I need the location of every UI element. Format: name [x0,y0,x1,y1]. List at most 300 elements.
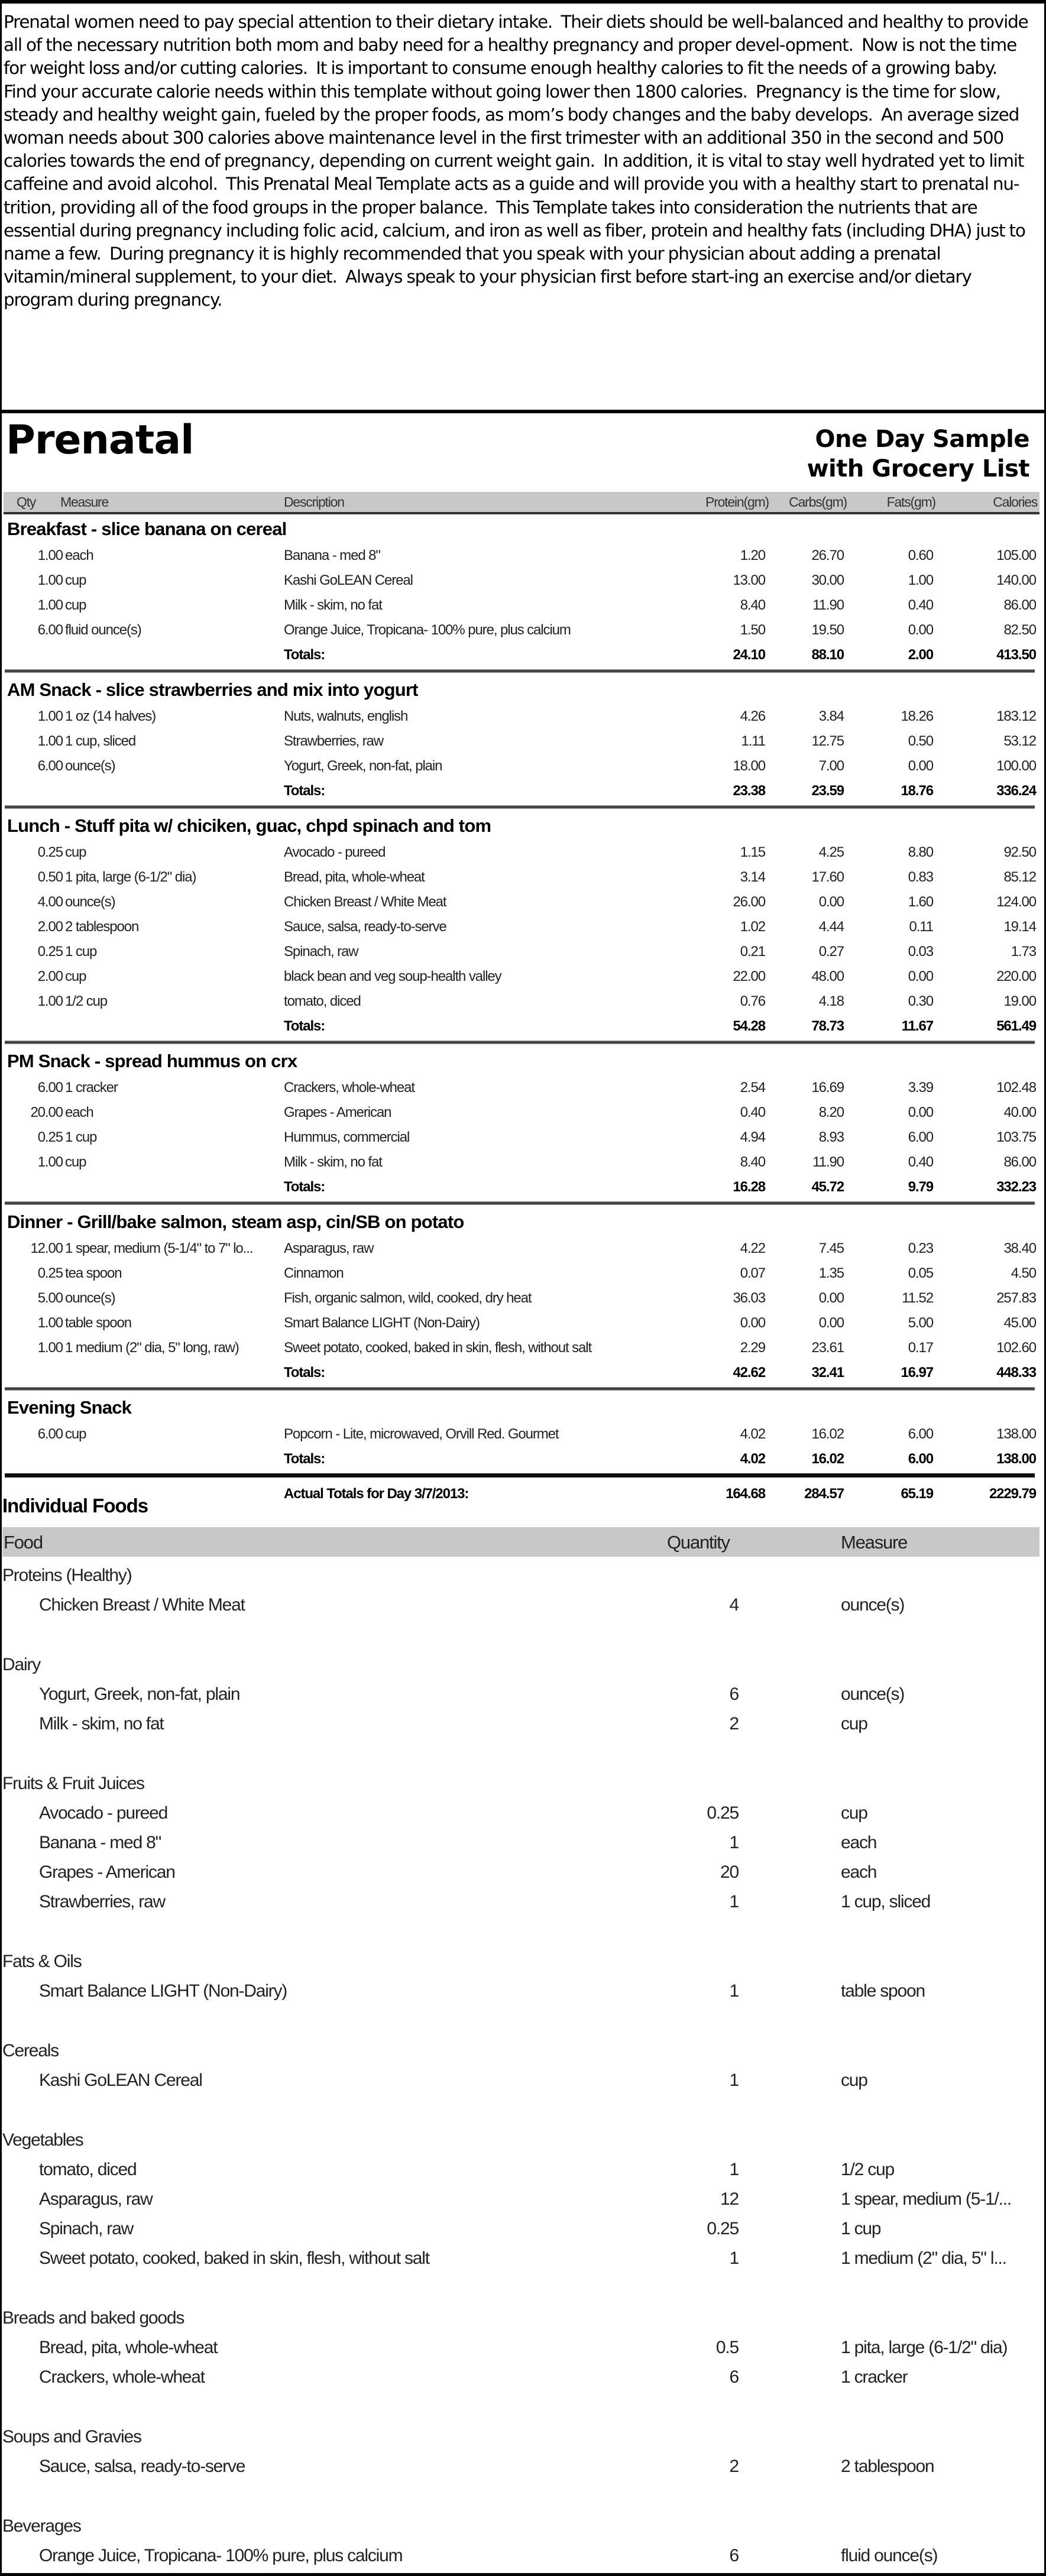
item-description: Spinach, raw [284,944,358,960]
item-qty: 0.25 [37,944,63,960]
table-row [4,1261,1039,1285]
item-calories: 103.75 [996,1129,1036,1145]
day-totals-label: Actual Totals for Day 3/7/2013: [284,1486,469,1502]
grocery-food: Kashi GoLEAN Cereal [39,2070,202,2090]
item-carbs: 16.69 [811,1080,844,1096]
item-qty: 5.00 [37,1290,63,1306]
bottom-border [0,2573,1046,2576]
section-divider [0,410,1046,413]
grocery-food: Crackers, whole-wheat [39,2367,205,2387]
meal-table [4,516,1039,1506]
grocery-food: Banana - med 8" [39,1833,161,1852]
grocery-measure: 1 cracker [841,2367,908,2387]
grocery-food: Sauce, salsa, ready-to-serve [39,2457,245,2476]
total-calories: 336.24 [996,783,1036,799]
category-spacer [2,2095,1039,2125]
item-carbs: 12.75 [811,733,844,749]
grocery-item [2,1799,1039,1828]
grocery-table-header [2,1527,1039,1557]
item-description: Crackers, whole-wheat [284,1080,414,1096]
item-measure: 1 pita, large (6-1/2" dia) [65,869,196,885]
total-protein: 54.28 [733,1018,765,1034]
meal-title: Lunch - Stuff pita w/ chiciken, guac, chpd spinach and tom [7,815,491,836]
item-description: Orange Juice, Tropicana- 100% pure, plus calcium [284,622,571,638]
grocery-food: Yogurt, Greek, non-fat, plain [39,1684,240,1704]
item-calories: 138.00 [996,1426,1036,1442]
item-protein: 4.02 [740,1426,765,1442]
item-fats: 0.40 [908,1154,933,1170]
day-total-fats: 65.19 [901,1486,933,1502]
item-calories: 86.00 [1003,597,1036,613]
meal-totals-row [4,1360,1039,1385]
item-carbs: 0.00 [818,1290,844,1306]
item-calories: 86.00 [1003,1154,1036,1170]
grocery-item [2,1680,1039,1709]
col-description: Description [284,494,344,510]
grocery-measure: cup [841,2070,867,2090]
total-protein: 24.10 [733,647,765,663]
item-protein: 0.40 [740,1104,765,1120]
item-description: Hummus, commercial [284,1129,410,1145]
total-carbs: 16.02 [811,1451,844,1467]
item-calories: 105.00 [996,547,1036,563]
col-protein: Protein(gm) [705,494,769,510]
grocery-quantity: 2 [729,1714,739,1733]
item-qty: 0.25 [37,844,63,860]
grocery-measure: cup [841,1803,867,1823]
table-row [4,568,1039,592]
table-row [4,1335,1039,1360]
grocery-item [2,1858,1039,1887]
item-measure: ounce(s) [65,758,115,774]
grocery-quantity: 12 [720,2189,739,2209]
item-calories: 45.00 [1003,1315,1036,1331]
item-protein: 3.14 [740,869,765,885]
meal-title: Dinner - Grill/bake salmon, steam asp, cin/SB on potato [7,1211,464,1232]
item-qty: 6.00 [37,758,63,774]
item-carbs: 4.18 [818,993,844,1009]
item-measure: table spoon [65,1315,132,1331]
item-qty: 6.00 [37,1426,63,1442]
item-fats: 0.00 [908,758,933,774]
item-fats: 0.00 [908,968,933,984]
item-fats: 1.00 [908,572,933,588]
item-measure: ounce(s) [65,894,115,910]
item-fats: 8.80 [908,844,933,860]
item-measure: 2 tablespoon [65,919,139,935]
item-protein: 26.00 [733,894,765,910]
item-fats: 6.00 [908,1129,933,1145]
item-fats: 0.23 [908,1240,933,1256]
table-row [4,617,1039,642]
page-subtitle [807,425,1029,484]
table-row [4,864,1039,889]
item-description: Cinnamon [284,1265,344,1281]
item-qty: 1.00 [37,708,63,724]
table-row [4,889,1039,914]
grocery-category: Fats & Oils [2,1952,82,1971]
grocery-category: Soups and Gravies [2,2427,141,2447]
item-fats: 0.00 [908,622,933,638]
item-measure: tea spoon [65,1265,122,1281]
item-qty: 1.00 [37,572,63,588]
item-calories: 102.48 [996,1080,1036,1096]
total-fats: 6.00 [908,1451,933,1467]
item-fats: 11.52 [902,1290,933,1306]
item-calories: 257.83 [996,1290,1036,1306]
meal-totals-row [4,1446,1039,1471]
item-protein: 36.03 [733,1290,765,1306]
item-measure: fluid ounce(s) [65,622,141,638]
table-row [4,1125,1039,1149]
day-total-calories: 2229.79 [989,1486,1036,1502]
item-description: Kashi GoLEAN Cereal [284,572,413,588]
grocery-measure: each [841,1833,877,1852]
item-calories: 100.00 [996,758,1036,774]
grocery-item [2,2244,1039,2273]
item-description: Bread, pita, whole-wheat [284,869,425,885]
item-description: Milk - skim, no fat [284,1154,382,1170]
item-qty: 12.00 [30,1240,63,1256]
item-description: Banana - med 8" [284,547,380,563]
total-calories: 561.49 [996,1018,1036,1034]
item-protein: 2.54 [740,1080,765,1096]
grocery-quantity: 1 [729,2160,739,2179]
category-spacer [2,2392,1039,2422]
grocery-quantity: 6 [729,2367,739,2387]
total-protein: 42.62 [733,1365,765,1381]
totals-label: Totals: [284,1179,325,1195]
grocery-food: Bread, pita, whole-wheat [39,2338,218,2357]
col-measure: Measure [60,494,109,510]
item-carbs: 4.44 [818,919,844,935]
total-calories: 138.00 [996,1451,1036,1467]
item-carbs: 0.00 [818,1315,844,1331]
category-spacer [2,2481,1039,2512]
item-fats: 5.00 [908,1315,933,1331]
item-protein: 4.94 [740,1129,765,1145]
item-measure: 1 oz (14 halves) [65,708,156,724]
item-qty: 1.00 [37,1154,63,1170]
item-measure: each [65,547,93,563]
item-measure: cup [65,968,86,984]
totals-label: Totals: [284,1365,325,1381]
item-qty: 4.00 [37,894,63,910]
table-row [4,704,1039,728]
item-calories: 53.12 [1003,733,1036,749]
grocery-item [2,1828,1039,1858]
item-fats: 1.60 [908,894,933,910]
item-protein: 13.00 [733,572,765,588]
item-calories: 19.00 [1003,993,1036,1009]
grocery-item [2,2214,1039,2244]
item-carbs: 3.84 [818,708,844,724]
item-fats: 0.03 [908,944,933,960]
grocery-item [2,1887,1039,1917]
total-fats: 16.97 [901,1365,933,1381]
grocery-quantity: 1 [729,2070,739,2090]
item-carbs: 7.00 [818,758,844,774]
subtitle-line-2: with Grocery List [807,455,1029,482]
col-grocery-measure: Measure [841,1532,908,1553]
meal-separator [5,1387,1035,1391]
meal-separator [5,805,1035,809]
item-description: Yogurt, Greek, non-fat, plain [284,758,442,774]
meal-totals-row [4,642,1039,667]
category-spacer [2,1739,1039,1769]
grocery-measure: 1 cup [841,2219,881,2238]
item-carbs: 48.00 [811,968,844,984]
grocery-quantity: 6 [729,1684,739,1704]
grocery-quantity: 1 [729,1833,739,1852]
item-description: black bean and veg soup-health valley [284,968,501,984]
col-food: Food [4,1532,43,1553]
grocery-item [2,2452,1039,2481]
item-description: Chicken Breast / White Meat [284,894,446,910]
item-calories: 140.00 [996,572,1036,588]
total-calories: 332.23 [996,1179,1036,1195]
item-qty: 6.00 [37,622,63,638]
item-protein: 0.21 [740,944,765,960]
item-protein: 4.26 [740,708,765,724]
grocery-quantity: 2 [729,2457,739,2476]
item-fats: 18.26 [901,708,933,724]
item-description: Sauce, salsa, ready-to-serve [284,919,446,935]
grocery-food: Avocado - pureed [39,1803,168,1823]
grocery-category: Proteins (Healthy) [2,1566,132,1585]
item-fats: 0.60 [908,547,933,563]
subtitle-line-1: One Day Sample [815,426,1029,453]
item-qty: 1.00 [37,993,63,1009]
grocery-item [2,1976,1039,2006]
table-row [4,753,1039,778]
table-row [4,1285,1039,1310]
grocery-food: Sweet potato, cooked, baked in skin, flesh, without salt [39,2248,429,2268]
day-totals-row [4,1481,1039,1506]
item-carbs: 26.70 [811,547,844,563]
total-fats: 18.76 [901,783,933,799]
category-spacer [2,1620,1039,1650]
page-title: Prenatal [6,417,194,464]
item-measure: cup [65,1154,86,1170]
grocery-quantity: 1 [729,1981,739,2001]
item-description: Popcorn - Lite, microwaved, Orvill Red. Gourmet [284,1426,559,1442]
item-protein: 1.20 [740,547,765,563]
grocery-measure: ounce(s) [841,1595,905,1615]
meal-totals-row [4,778,1039,803]
total-carbs: 32.41 [811,1365,844,1381]
meal-separator [5,1041,1035,1044]
item-calories: 82.50 [1003,622,1036,638]
meal-title: AM Snack - slice strawberries and mix into yogurt [7,679,418,700]
item-protein: 0.76 [740,993,765,1009]
item-carbs: 8.93 [818,1129,844,1145]
grocery-category: Vegetables [2,2130,83,2150]
item-carbs: 11.90 [812,597,844,613]
total-protein: 23.38 [733,783,765,799]
grocery-measure: 2 tablespoon [841,2457,934,2476]
item-fats: 0.17 [908,1340,933,1356]
col-qty: Qty [17,494,36,510]
item-qty: 1.00 [37,1315,63,1331]
item-calories: 220.00 [996,968,1036,984]
total-fats: 9.79 [908,1179,933,1195]
item-description: Asparagus, raw [284,1240,374,1256]
table-row [4,1075,1039,1100]
table-row [4,964,1039,989]
item-qty: 0.25 [37,1265,63,1281]
item-measure: 1 spear, medium (5-1/4" to 7" lo... [65,1240,253,1256]
category-spacer [2,1917,1039,1947]
item-carbs: 7.45 [818,1240,844,1256]
grocery-food: tomato, diced [39,2160,137,2179]
grocery-quantity: 0.25 [707,2219,739,2238]
grocery-measure: 1 pita, large (6-1/2" dia) [841,2338,1008,2357]
grocery-measure: cup [841,1714,867,1733]
table-row [4,840,1039,864]
item-calories: 1.73 [1011,944,1036,960]
day-total-carbs: 284.57 [804,1486,844,1502]
meal-title: PM Snack - spread hummus on crx [7,1051,297,1071]
item-carbs: 0.00 [818,894,844,910]
col-calories: Calories [993,494,1037,510]
total-calories: 448.33 [996,1365,1036,1381]
grocery-food: Smart Balance LIGHT (Non-Dairy) [39,1981,287,2001]
item-calories: 183.12 [996,708,1036,724]
grocery-item [2,1590,1039,1620]
item-protein: 2.29 [740,1340,765,1356]
grocery-category: Dairy [2,1655,41,1674]
item-protein: 0.07 [740,1265,765,1281]
total-carbs: 23.59 [811,783,844,799]
total-protein: 16.28 [733,1179,765,1195]
grocery-food: Grapes - American [39,1862,175,1882]
item-protein: 0.00 [740,1315,765,1331]
item-carbs: 1.35 [818,1265,844,1281]
item-protein: 4.22 [740,1240,765,1256]
item-carbs: 19.50 [811,622,844,638]
item-protein: 1.50 [740,622,765,638]
item-fats: 0.30 [908,993,933,1009]
col-quantity: Quantity [667,1532,730,1553]
item-description: Fish, organic salmon, wild, cooked, dry heat [284,1290,532,1306]
meal-separator [5,669,1035,673]
grocery-food: Milk - skim, no fat [39,1714,164,1733]
item-calories: 102.60 [996,1340,1036,1356]
item-carbs: 11.90 [812,1154,844,1170]
grocery-category: Fruits & Fruit Juices [2,1774,144,1793]
total-calories: 413.50 [996,647,1036,663]
grocery-list [2,1561,1039,2571]
grocery-item [2,2185,1039,2214]
item-measure: each [65,1104,93,1120]
grocery-measure: 1/2 cup [841,2160,895,2179]
grocery-item [2,1709,1039,1739]
item-measure: cup [65,844,86,860]
item-qty: 20.00 [30,1104,63,1120]
item-measure: cup [65,597,86,613]
col-carbs: Carbs(gm) [789,494,847,510]
item-calories: 124.00 [996,894,1036,910]
item-protein: 18.00 [733,758,765,774]
item-qty: 0.50 [37,869,63,885]
grocery-item [2,2066,1039,2095]
grocery-quantity: 1 [729,2248,739,2268]
table-row [4,1236,1039,1261]
table-row [4,592,1039,617]
item-measure: 1 cracker [65,1080,118,1096]
total-carbs: 78.73 [811,1018,844,1034]
item-fats: 0.83 [908,869,933,885]
grocery-category: Cereals [2,2041,59,2060]
grocery-item [2,2541,1039,2571]
item-qty: 6.00 [37,1080,63,1096]
item-fats: 0.50 [908,733,933,749]
meal-title: Evening Snack [7,1397,132,1418]
item-calories: 19.14 [1003,919,1036,935]
grocery-measure: 1 cup, sliced [841,1892,931,1911]
item-fats: 3.39 [908,1080,933,1096]
grocery-measure: each [841,1862,877,1882]
item-fats: 0.11 [909,919,933,935]
meal-totals-row [4,1174,1039,1199]
grocery-food: Chicken Breast / White Meat [39,1595,245,1615]
item-protein: 22.00 [733,968,765,984]
item-measure: 1 cup, sliced [65,733,136,749]
totals-label: Totals: [284,1018,325,1034]
total-carbs: 45.72 [811,1179,844,1195]
grocery-item [2,2333,1039,2363]
item-protein: 1.15 [740,844,765,860]
item-qty: 1.00 [37,597,63,613]
item-carbs: 30.00 [811,572,844,588]
table-row [4,1310,1039,1335]
grocery-quantity: 1 [729,1892,739,1911]
item-qty: 1.00 [37,547,63,563]
grocery-category: Breads and baked goods [2,2308,184,2328]
item-measure: cup [65,572,86,588]
grocery-quantity: 4 [729,1595,739,1615]
grocery-category: Beverages [2,2516,81,2536]
day-total-protein: 164.68 [726,1486,765,1502]
item-qty: 1.00 [37,1340,63,1356]
item-carbs: 0.27 [818,944,844,960]
grocery-food: Orange Juice, Tropicana- 100% pure, plus calcium [39,2546,403,2565]
item-qty: 2.00 [37,968,63,984]
item-calories: 38.40 [1003,1240,1036,1256]
total-protein: 4.02 [740,1451,765,1467]
item-protein: 8.40 [740,597,765,613]
item-qty: 0.25 [37,1129,63,1145]
grocery-measure: ounce(s) [841,1684,905,1704]
total-carbs: 88.10 [811,647,844,663]
item-description: Strawberries, raw [284,733,384,749]
grocery-measure: table spoon [841,1981,925,2001]
table-row [4,1100,1039,1125]
item-measure: 1 medium (2" dia, 5" long, raw) [65,1340,239,1356]
table-row [4,728,1039,753]
item-description: Sweet potato, cooked, baked in skin, flesh, without salt [284,1340,592,1356]
item-carbs: 23.61 [811,1340,844,1356]
col-fats: Fats(gm) [886,494,935,510]
meal-table-header [4,492,1039,514]
totals-label: Totals: [284,783,325,799]
item-description: Milk - skim, no fat [284,597,382,613]
item-measure: cup [65,1426,86,1442]
grocery-item [2,2363,1039,2392]
item-protein: 1.02 [740,919,765,935]
total-fats: 2.00 [908,647,933,663]
